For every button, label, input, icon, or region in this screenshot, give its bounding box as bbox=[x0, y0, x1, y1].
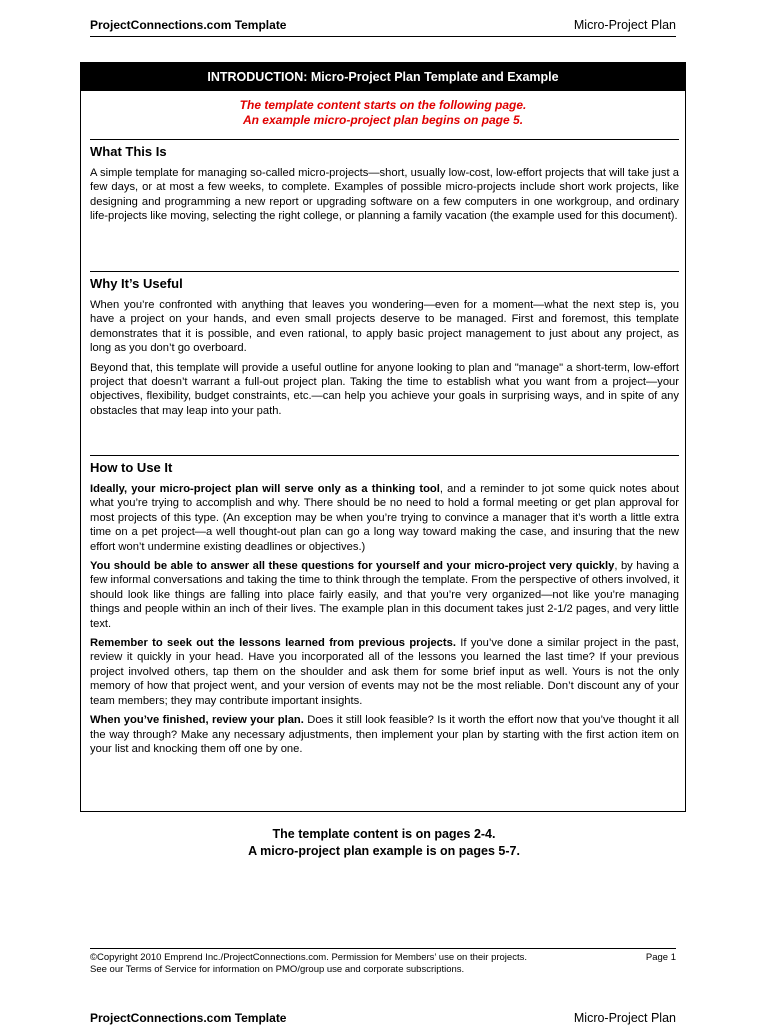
page-header bbox=[90, 16, 676, 37]
intro-note-line1: The template content starts on the following page. bbox=[239, 98, 527, 112]
paragraph: Beyond that, this template will provide a useful outline for anyone looking to plan and "manage" a short-term, low-effort project that doesn’t warrant a full-out project plan. Taking the time to establish what you want from a project—your objectives, flexibility, budget constraints, etc.—can help you achieve your goals in surprising ways, and in spite of any obstacles that may leap into your path. bbox=[90, 361, 679, 417]
section-how-to-use-it bbox=[90, 455, 679, 761]
bold-lead: You should be able to answer all these questions for yourself and your micro-project very quickly bbox=[90, 560, 615, 573]
next-page-header bbox=[90, 1008, 676, 1026]
paragraph-text: , by having a few informal conversations and taking the time to think through the template. From the perspective of others involved, it should look like things are falling into place fairly easily, and that you’re very organized—not like you’re managing things and people within an inch of their lives. The example plan in this document takes just 2-1/2 pages, and very little text. bbox=[90, 560, 679, 630]
paragraph-text: If you’ve done a similar project in the past, review it quickly in your head. Have you incorporated all of the lessons you learned the last time? If your previous project involved others, tap them on the shoulder and ask them for some brief input as well. Yours is not the only memory of how that project went, and your version of events may not be the most reliable. Don’t discount any of your team members; they may contribute important insights. bbox=[90, 637, 679, 707]
bold-lead: Ideally, your micro-project plan will serve only as a thinking tool bbox=[90, 483, 440, 495]
intro-title: INTRODUCTION: Micro-Project Plan Template and Example bbox=[81, 63, 685, 91]
paragraph bbox=[90, 482, 679, 554]
paragraph bbox=[90, 559, 679, 631]
header-left: ProjectConnections.com Template bbox=[90, 1011, 287, 1025]
paragraph-text: Does it still look feasible? Is it worth the effort now that you’ve thought it all the way through? Make any necessary adjustments, then implement your plan by starting with the first action item on your list and knocking them off one by one. bbox=[90, 714, 680, 755]
page-range-note bbox=[0, 826, 768, 860]
introduction-box bbox=[80, 62, 686, 812]
section-why-its-useful bbox=[90, 271, 679, 423]
page-range-line2: A micro-project plan example is on pages 5-7. bbox=[248, 844, 520, 858]
section-heading: How to Use It bbox=[90, 455, 679, 478]
bold-lead: When you’ve finished, review your plan. bbox=[90, 714, 304, 727]
paragraph bbox=[90, 636, 679, 708]
paragraph bbox=[90, 713, 679, 756]
section-what-this-is bbox=[90, 139, 679, 229]
paragraph: When you’re confronted with anything that leaves you wondering—even for a moment—what the next step is, you have a project on your hands, and even small projects deserve to be managed. First and foremost, this template demonstrates that it is possible, and even rational, to apply basic project management to just about any project, as long as you don’t go overboard. bbox=[90, 299, 679, 355]
header-left: ProjectConnections.com Template bbox=[90, 18, 287, 32]
section-heading: Why It’s Useful bbox=[90, 271, 679, 294]
intro-note-line2: An example micro-project plan begins on page 5. bbox=[242, 113, 524, 127]
paragraph: A simple template for managing so-called micro-projects—short, usually low-cost, low-effort projects that will take just a few days, or at most a few weeks, to complete. Examples of possible micro-projects include short work projects, like designing and programming a new report or upgrading software on a few computers in one workgroup, and ordinary life-projects like moving, selecting the right college, or planning a family vacation (the example used for this document). bbox=[90, 167, 679, 223]
page-number: Page 1 bbox=[645, 952, 676, 963]
copyright-line: ©Copyright 2010 Emprend Inc./ProjectConnections.com. Permission for Members’ use on their projects. bbox=[90, 952, 527, 963]
bold-lead: Remember to seek out the lessons learned from previous projects. bbox=[90, 637, 456, 650]
intro-note bbox=[81, 98, 685, 128]
section-heading: What This Is bbox=[90, 139, 679, 162]
page-range-line1: The template content is on pages 2-4. bbox=[272, 827, 496, 841]
page-footer bbox=[90, 948, 676, 976]
header-right: Micro-Project Plan bbox=[573, 1011, 676, 1025]
header-right: Micro-Project Plan bbox=[573, 18, 676, 32]
terms-line: See our Terms of Service for information on PMO/group use and corporate subscriptions. bbox=[90, 964, 465, 975]
paragraph-text: , and a reminder to jot some quick notes about what you’re trying to accomplish and why. There should be no need to hold a formal meeting or get plan approval for most projects of this type. (An exception may be when you’re trying to convince a manager that it’s worth a little extra time on a pet project—a well thought-out plan can go a long way toward making the case, and insuring that the new effort won’t undermine existing deadlines or objectives.) bbox=[90, 483, 679, 553]
